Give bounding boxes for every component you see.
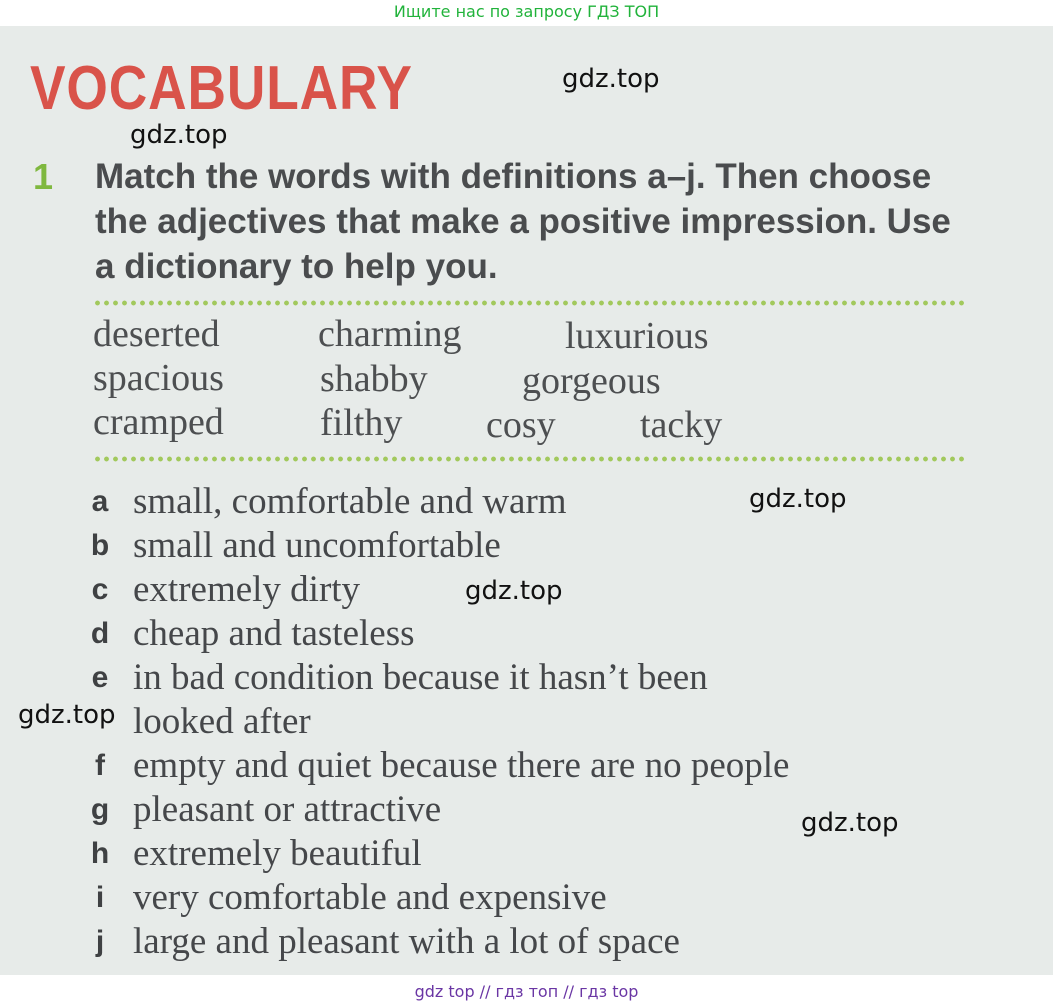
definition-text: in bad condition because it hasn’t been xyxy=(133,657,708,698)
definition-letter: a xyxy=(91,485,109,518)
definition-text: pleasant or attractive xyxy=(133,789,442,830)
word-gorgeous: gorgeous xyxy=(522,360,661,402)
definition-letter: h xyxy=(90,837,110,870)
watermark: gdz.top xyxy=(18,700,116,730)
dotted-rule-top xyxy=(93,300,965,306)
definition-text-continued: looked after xyxy=(133,701,311,742)
exercise-number: 1 xyxy=(33,156,54,197)
definition-text: small and uncomfortable xyxy=(133,525,501,566)
top-banner[interactable]: Ищите нас по запросу ГДЗ ТОП xyxy=(0,0,1053,24)
definition-text: large and pleasant with a lot of space xyxy=(133,921,680,962)
watermark: gdz.top xyxy=(801,808,899,838)
word-tacky: tacky xyxy=(640,404,723,446)
definition-text: very comfortable and expensive xyxy=(133,877,607,918)
word-cosy: cosy xyxy=(486,404,556,446)
definition-letter: e xyxy=(91,661,109,694)
definition-text: cheap and tasteless xyxy=(133,613,415,654)
word-cramped: cramped xyxy=(93,401,224,443)
watermark: gdz.top xyxy=(465,576,563,606)
exercise-instructions: Match the words with definitions a–j. Then choose the adjectives that make a positive impression. Use a dictionary to help you. xyxy=(95,157,951,286)
word-spacious: spacious xyxy=(93,357,224,399)
watermark: gdz.top xyxy=(130,120,228,150)
section-heading: VOCABULARY xyxy=(30,54,413,123)
definition-text: empty and quiet because there are no people xyxy=(133,745,790,786)
word-luxurious: luxurious xyxy=(565,315,709,357)
definition-letter: j xyxy=(95,925,105,958)
definition-text: small, comfortable and warm xyxy=(133,481,567,522)
word-shabby: shabby xyxy=(320,358,428,400)
definition-text: extremely beautiful xyxy=(133,833,422,874)
definition-letter: i xyxy=(95,881,105,914)
word-deserted: deserted xyxy=(93,313,220,355)
definition-letter: b xyxy=(90,529,110,562)
word-charming: charming xyxy=(318,313,462,355)
watermark: gdz.top xyxy=(562,64,660,94)
definition-letter: c xyxy=(91,573,109,606)
word-filthy: filthy xyxy=(320,402,403,444)
definition-letter: f xyxy=(95,749,105,782)
definition-letter: g xyxy=(90,793,110,826)
definition-text: extremely dirty xyxy=(133,569,361,610)
bottom-banner[interactable]: gdz top // гдз топ // гдз top xyxy=(414,982,639,1001)
dotted-rule-bottom xyxy=(93,456,965,462)
watermark: gdz.top xyxy=(749,484,847,514)
definition-letter: d xyxy=(90,617,110,650)
